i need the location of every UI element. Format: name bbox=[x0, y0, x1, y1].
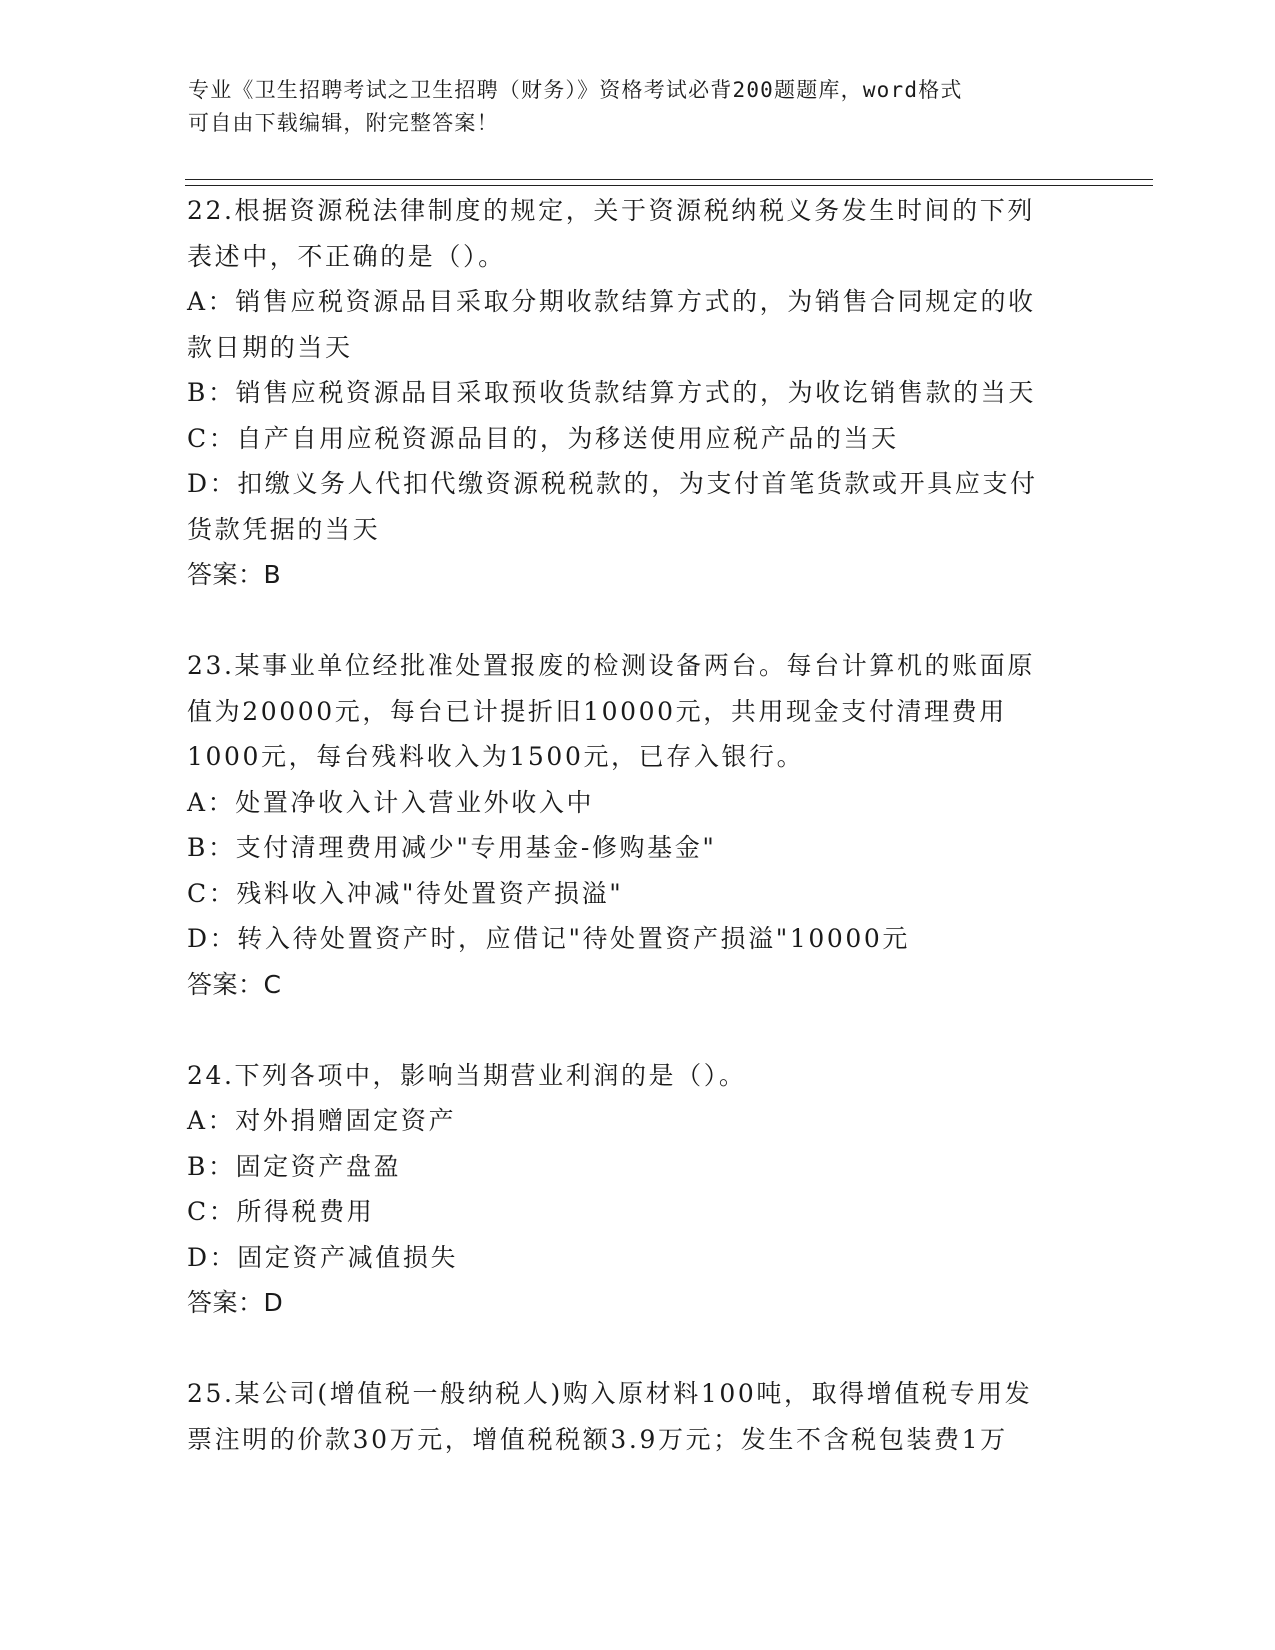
option-b-line: B：支付清理费用减少"专用基金-修购基金" bbox=[187, 833, 717, 862]
question-24 bbox=[187, 1053, 1087, 1326]
option-a-line: A：处置净收入计入营业外收入中 bbox=[187, 787, 595, 817]
option-a-line: A：对外捐赠固定资产 bbox=[187, 1106, 457, 1135]
question-spacer bbox=[187, 1007, 1087, 1053]
question-stem-line: 表述中，不正确的是（）。 bbox=[187, 241, 506, 271]
header-rule-bottom bbox=[185, 185, 1153, 186]
question-25 bbox=[187, 1371, 1087, 1462]
question-list bbox=[187, 188, 1087, 1462]
option-a-line: 款日期的当天 bbox=[187, 332, 353, 362]
option-c-line: C：自产自用应税资源品目的，为移送使用应税产品的当天 bbox=[187, 423, 899, 453]
question-23 bbox=[187, 643, 1087, 1007]
header-line: 专业《卫生招聘考试之卫生招聘（财务）》资格考试必背200题题库，word格式 bbox=[188, 78, 963, 102]
option-c-line: C：残料收入冲减"待处置资产损溢" bbox=[187, 878, 624, 908]
document-header bbox=[188, 74, 1068, 140]
question-stem-line: 23.某事业单位经批准处置报废的检测设备两台。每台计算机的账面原 bbox=[187, 651, 1035, 680]
header-line: 可自由下载编辑，附完整答案！ bbox=[188, 111, 499, 135]
header-rule-top bbox=[185, 179, 1153, 180]
question-spacer bbox=[187, 598, 1087, 644]
question-spacer bbox=[187, 1326, 1087, 1372]
question-stem-line: 24.下列各项中，影响当期营业利润的是（）。 bbox=[187, 1060, 747, 1090]
question-stem-line: 22.根据资源税法律制度的规定，关于资源税纳税义务发生时间的下列 bbox=[187, 196, 1035, 225]
option-b-line: B：销售应税资源品目采取预收货款结算方式的，为收讫销售款的当天 bbox=[187, 378, 1036, 407]
answer-line: 答案：C bbox=[187, 969, 282, 999]
answer-line: 答案：D bbox=[187, 1288, 284, 1317]
option-c-line: C：所得税费用 bbox=[187, 1197, 375, 1226]
answer-line: 答案：B bbox=[187, 560, 282, 589]
option-a-line: A：销售应税资源品目采取分期收款结算方式的，为销售合同规定的收 bbox=[187, 287, 1036, 316]
option-d-line: D：转入待处置资产时，应借记"待处置资产损溢"10000元 bbox=[187, 924, 910, 953]
option-d-line: D：固定资产减值损失 bbox=[187, 1242, 459, 1272]
option-d-line: D：扣缴义务人代扣代缴资源税税款的，为支付首笔货款或开具应支付 bbox=[187, 469, 1038, 498]
option-d-line: 货款凭据的当天 bbox=[187, 514, 381, 544]
question-stem-line: 25.某公司(增值税一般纳税人)购入原材料100吨，取得增值税专用发 bbox=[187, 1379, 1033, 1408]
question-stem-line: 票注明的价款30万元，增值税税额3.9万元；发生不含税包装费1万 bbox=[187, 1424, 1008, 1454]
option-b-line: B：固定资产盘盈 bbox=[187, 1151, 402, 1181]
question-22 bbox=[187, 188, 1087, 598]
question-stem-line: 值为20000元，每台已计提折旧10000元，共用现金支付清理费用 bbox=[187, 696, 1007, 726]
question-stem-line: 1000元，每台残料收入为1500元，已存入银行。 bbox=[187, 742, 805, 771]
